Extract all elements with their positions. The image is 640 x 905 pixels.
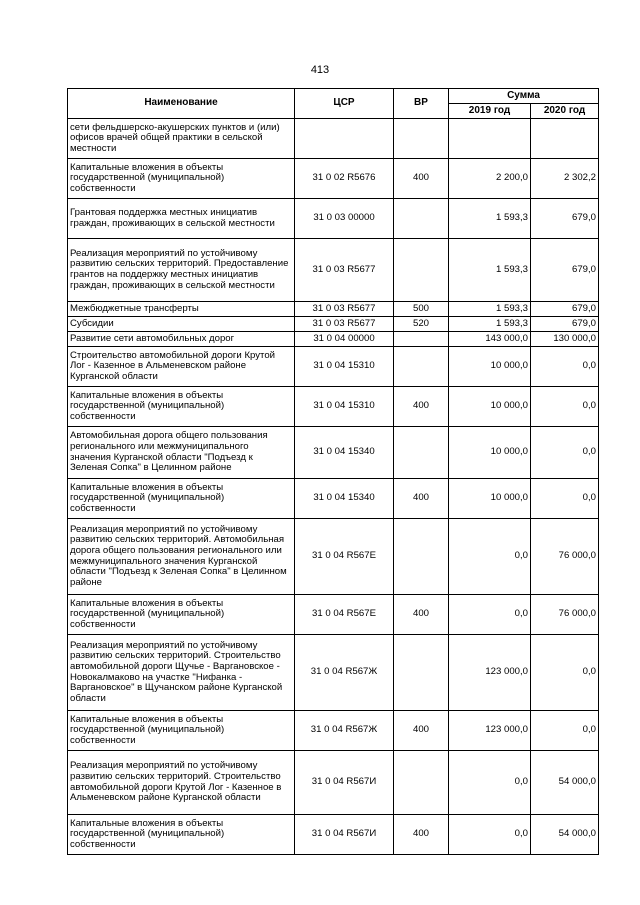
table-row — [68, 427, 599, 479]
row-name: Строительство автомобильной дороги Крутой Лог - Казенное в Альменевском районе Курганской области — [68, 347, 295, 387]
row-name: Реализация мероприятий по устойчивому развитию сельских территорий. Автомобильная дорога общего пользования регионального или межмуниципального значения Курганской области "Подъезд к Зеленая Сопка" в Целинном районе — [68, 519, 295, 595]
row-csr: 31 0 04 R567E — [295, 595, 394, 635]
table-row — [68, 479, 599, 519]
header-sum: Сумма — [449, 89, 599, 104]
row-csr: 31 0 04 R567Ж — [295, 635, 394, 711]
row-sum-2020: 76 000,0 — [531, 519, 599, 595]
row-sum-2020: 54 000,0 — [531, 751, 599, 815]
table-row — [68, 159, 599, 199]
row-vr — [394, 635, 449, 711]
table-row — [68, 595, 599, 635]
row-sum-2020: 2 302,2 — [531, 159, 599, 199]
row-vr — [394, 347, 449, 387]
row-vr — [394, 427, 449, 479]
table-row — [68, 751, 599, 815]
row-sum-2019: 143 000,0 — [449, 332, 531, 347]
row-sum-2020: 679,0 — [531, 199, 599, 239]
row-csr: 31 0 03 00000 — [295, 199, 394, 239]
row-sum-2019: 2 200,0 — [449, 159, 531, 199]
table-row — [68, 815, 599, 855]
row-name: Капитальные вложения в объекты государственной (муниципальной) собственности — [68, 387, 295, 427]
row-csr: 31 0 04 15340 — [295, 427, 394, 479]
row-vr: 400 — [394, 159, 449, 199]
table-row — [68, 332, 599, 347]
row-csr: 31 0 04 15310 — [295, 387, 394, 427]
row-sum-2019: 10 000,0 — [449, 479, 531, 519]
row-csr: 31 0 04 R567E — [295, 519, 394, 595]
row-name: Капитальные вложения в объекты государственной (муниципальной) собственности — [68, 595, 295, 635]
row-name: Субсидии — [68, 317, 295, 332]
row-vr: 400 — [394, 711, 449, 751]
row-sum-2020: 0,0 — [531, 387, 599, 427]
row-vr: 400 — [394, 815, 449, 855]
row-vr — [394, 119, 449, 159]
page-number: 413 — [310, 64, 330, 76]
table-row — [68, 302, 599, 317]
row-sum-2019: 1 593,3 — [449, 239, 531, 302]
table-row — [68, 519, 599, 595]
header-name: Наименование — [68, 89, 295, 119]
budget-table — [67, 88, 599, 855]
row-sum-2019: 10 000,0 — [449, 427, 531, 479]
header-vr: ВР — [394, 89, 449, 119]
row-csr: 31 0 04 15340 — [295, 479, 394, 519]
table-body — [68, 119, 599, 855]
row-csr: 31 0 04 00000 — [295, 332, 394, 347]
row-vr — [394, 332, 449, 347]
row-sum-2019: 1 593,3 — [449, 199, 531, 239]
table-row — [68, 119, 599, 159]
row-name: Реализация мероприятий по устойчивому развитию сельских территорий. Строительство автомобильной дороги Крутой Лог - Казенное в Альменевском районе Курганской области — [68, 751, 295, 815]
row-vr — [394, 519, 449, 595]
table-row — [68, 347, 599, 387]
row-vr — [394, 751, 449, 815]
row-vr: 500 — [394, 302, 449, 317]
row-sum-2020: 679,0 — [531, 239, 599, 302]
row-csr: 31 0 03 R5677 — [295, 302, 394, 317]
row-csr: 31 0 04 R567И — [295, 815, 394, 855]
row-sum-2020: 0,0 — [531, 427, 599, 479]
row-sum-2019: 0,0 — [449, 815, 531, 855]
row-name: Развитие сети автомобильных дорог — [68, 332, 295, 347]
row-name: Капитальные вложения в объекты государственной (муниципальной) собственности — [68, 711, 295, 751]
row-sum-2020: 0,0 — [531, 635, 599, 711]
row-name: Межбюджетные трансферты — [68, 302, 295, 317]
row-csr — [295, 119, 394, 159]
row-sum-2019: 0,0 — [449, 519, 531, 595]
table-row — [68, 635, 599, 711]
row-sum-2019: 0,0 — [449, 751, 531, 815]
row-name: Капитальные вложения в объекты государственной (муниципальной) собственности — [68, 815, 295, 855]
row-vr — [394, 239, 449, 302]
row-sum-2019: 10 000,0 — [449, 387, 531, 427]
row-sum-2019: 10 000,0 — [449, 347, 531, 387]
row-csr: 31 0 02 R5676 — [295, 159, 394, 199]
row-sum-2019: 123 000,0 — [449, 711, 531, 751]
row-name: Автомобильная дорога общего пользования регионального или межмуниципального значения Курганской области "Подъезд к Зеленая Сопка" в Целинном районе — [68, 427, 295, 479]
row-sum-2019 — [449, 119, 531, 159]
table-row — [68, 317, 599, 332]
row-sum-2020: 0,0 — [531, 711, 599, 751]
row-csr: 31 0 04 15310 — [295, 347, 394, 387]
table-row — [68, 239, 599, 302]
row-sum-2020: 0,0 — [531, 347, 599, 387]
row-csr: 31 0 03 R5677 — [295, 239, 394, 302]
row-sum-2020: 0,0 — [531, 479, 599, 519]
table-row — [68, 387, 599, 427]
table-row — [68, 711, 599, 751]
row-vr: 400 — [394, 387, 449, 427]
row-name: Капитальные вложения в объекты государственной (муниципальной) собственности — [68, 159, 295, 199]
row-sum-2019: 1 593,3 — [449, 302, 531, 317]
row-sum-2019: 1 593,3 — [449, 317, 531, 332]
row-csr: 31 0 04 R567И — [295, 751, 394, 815]
row-vr — [394, 199, 449, 239]
row-name: сети фельдшерско-акушерских пунктов и (или) офисов врачей общей практики в сельской местности — [68, 119, 295, 159]
table-row — [68, 199, 599, 239]
header-csr: ЦСР — [295, 89, 394, 119]
table-header — [68, 89, 599, 119]
row-vr: 520 — [394, 317, 449, 332]
row-sum-2020 — [531, 119, 599, 159]
row-sum-2020: 76 000,0 — [531, 595, 599, 635]
row-name: Реализация мероприятий по устойчивому развитию сельских территорий. Предоставление грантов на поддержку местных инициатив граждан, проживающих в сельской местности — [68, 239, 295, 302]
row-csr: 31 0 03 R5677 — [295, 317, 394, 332]
row-vr: 400 — [394, 595, 449, 635]
row-sum-2020: 54 000,0 — [531, 815, 599, 855]
row-name: Грантовая поддержка местных инициатив граждан, проживающих в сельской местности — [68, 199, 295, 239]
row-sum-2019: 0,0 — [449, 595, 531, 635]
row-sum-2020: 679,0 — [531, 317, 599, 332]
row-sum-2019: 123 000,0 — [449, 635, 531, 711]
row-sum-2020: 130 000,0 — [531, 332, 599, 347]
row-name: Реализация мероприятий по устойчивому развитию сельских территорий. Строительство автомобильной дороги Щучье - Варгановское - Новокалмаково на участке "Нифанка - Варгановское" в Щучанском районе Курганской области — [68, 635, 295, 711]
header-2019: 2019 год — [449, 104, 531, 119]
row-csr: 31 0 04 R567Ж — [295, 711, 394, 751]
row-sum-2020: 679,0 — [531, 302, 599, 317]
header-2020: 2020 год — [531, 104, 599, 119]
row-name: Капитальные вложения в объекты государственной (муниципальной) собственности — [68, 479, 295, 519]
row-vr: 400 — [394, 479, 449, 519]
